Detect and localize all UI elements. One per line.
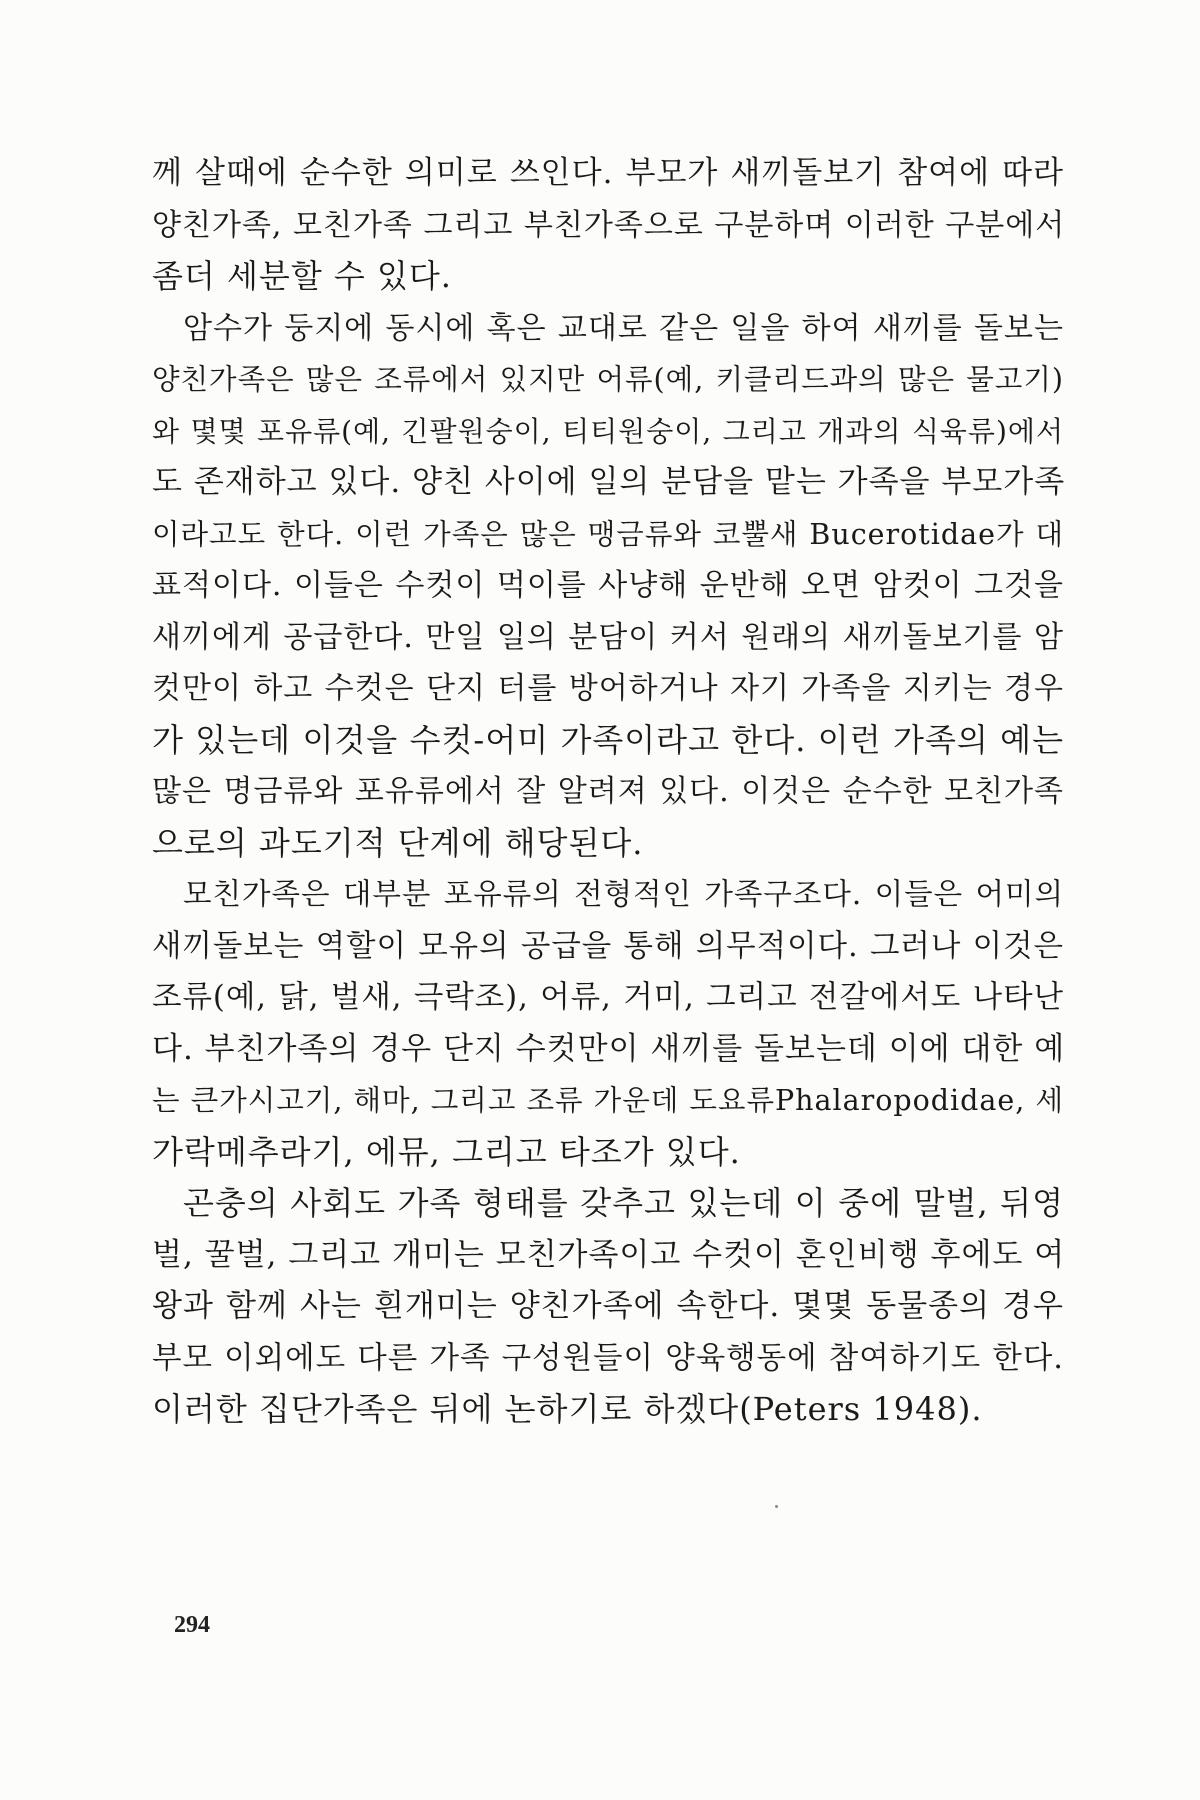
text-line: 양친가족, 모친가족 그리고 부친가족으로 구분하며 이러한 구분에서 [152, 207, 1066, 243]
scan-speck [775, 1505, 778, 1508]
text-line: 는 큰가시고기, 해마, 그리고 조류 가운데 도요류Phalaropodidae, 세 [152, 1084, 1064, 1117]
text-line: 벌, 꿀벌, 그리고 개미는 모친가족이고 수컷이 혼인비행 후에도 여 [152, 1236, 1066, 1273]
page-number: 294 [174, 1612, 210, 1638]
text-line: 암수가 둥지에 동시에 혹은 교대로 같은 일을 하여 새끼를 돌보는 [183, 310, 1064, 346]
text-line: 으로의 과도기적 단계에 해당된다. [152, 823, 644, 862]
text-line: 부모 이외에도 다른 가족 구성원들이 양육행동에 참여하기도 한다. [152, 1340, 1064, 1376]
text-line: 컷만이 하고 수컷은 단지 터를 방어하거나 자기 가족을 지키는 경우 [152, 671, 1064, 706]
body-text [152, 148, 1064, 1436]
text-line: 좀더 세분할 수 있다. [152, 257, 452, 295]
text-line: 가락메추라기, 에뮤, 그리고 타조가 있다. [152, 1132, 741, 1171]
text-line: 와 몇몇 포유류(예, 긴팔원숭이, 티티원숭이, 그리고 개과의 식육류)에서 [152, 414, 1064, 448]
text-line: 께 살때에 순수한 의미로 쓰인다. 부모가 새끼돌보기 참여에 따라 [152, 155, 1064, 191]
text-line: 새끼돌보는 역할이 모유의 공급을 통해 의무적이다. 그러나 이것은 [152, 928, 1064, 964]
text-line: 왕과 함께 사는 흰개미는 양친가족에 속한다. 몇몇 동물종의 경우 [152, 1288, 1064, 1324]
text-line: 많은 명금류와 포유류에서 잘 알려져 있다. 이것은 순수한 모친가족 [152, 774, 1064, 809]
text-line: 곤충의 사회도 가족 형태를 갖추고 있는데 이 중에 말벌, 뒤영 [183, 1184, 1064, 1222]
text-line: 새끼에게 공급한다. 만일 일의 분담이 커서 원래의 새끼돌보기를 암 [152, 619, 1064, 655]
text-line: 모친가족은 대부분 포유류의 전형적인 가족구조다. 이들은 어미의 [183, 877, 1064, 911]
text-line: 가 있는데 이것을 수컷-어미 가족이라고 한다. 이런 가족의 예는 [152, 720, 1064, 759]
text-line: 다. 부친가족의 경우 단지 수컷만이 새끼를 돌보는데 이에 대한 예 [152, 1030, 1066, 1067]
text-line: 도 존재하고 있다. 양친 사이에 일의 분담을 맡는 가족을 부모가족 [152, 464, 1066, 500]
text-line: 표적이다. 이들은 수컷이 먹이를 사냥해 운반해 오면 암컷이 그것을 [152, 568, 1064, 603]
text-line: 양친가족은 많은 조류에서 있지만 어류(예, 키클리드과의 많은 물고기) [152, 363, 1064, 396]
text-line: 이라고도 한다. 이런 가족은 많은 맹금류와 코뿔새 Bucerotidae가 대 [152, 517, 1064, 551]
text-line: 조류(예, 닭, 벌새, 극락조), 어류, 거미, 그리고 전갈에서도 나타난 [152, 980, 1064, 1015]
text-line: 이러한 집단가족은 뒤에 논하기로 하겠다(Peters 1948). [152, 1390, 983, 1428]
